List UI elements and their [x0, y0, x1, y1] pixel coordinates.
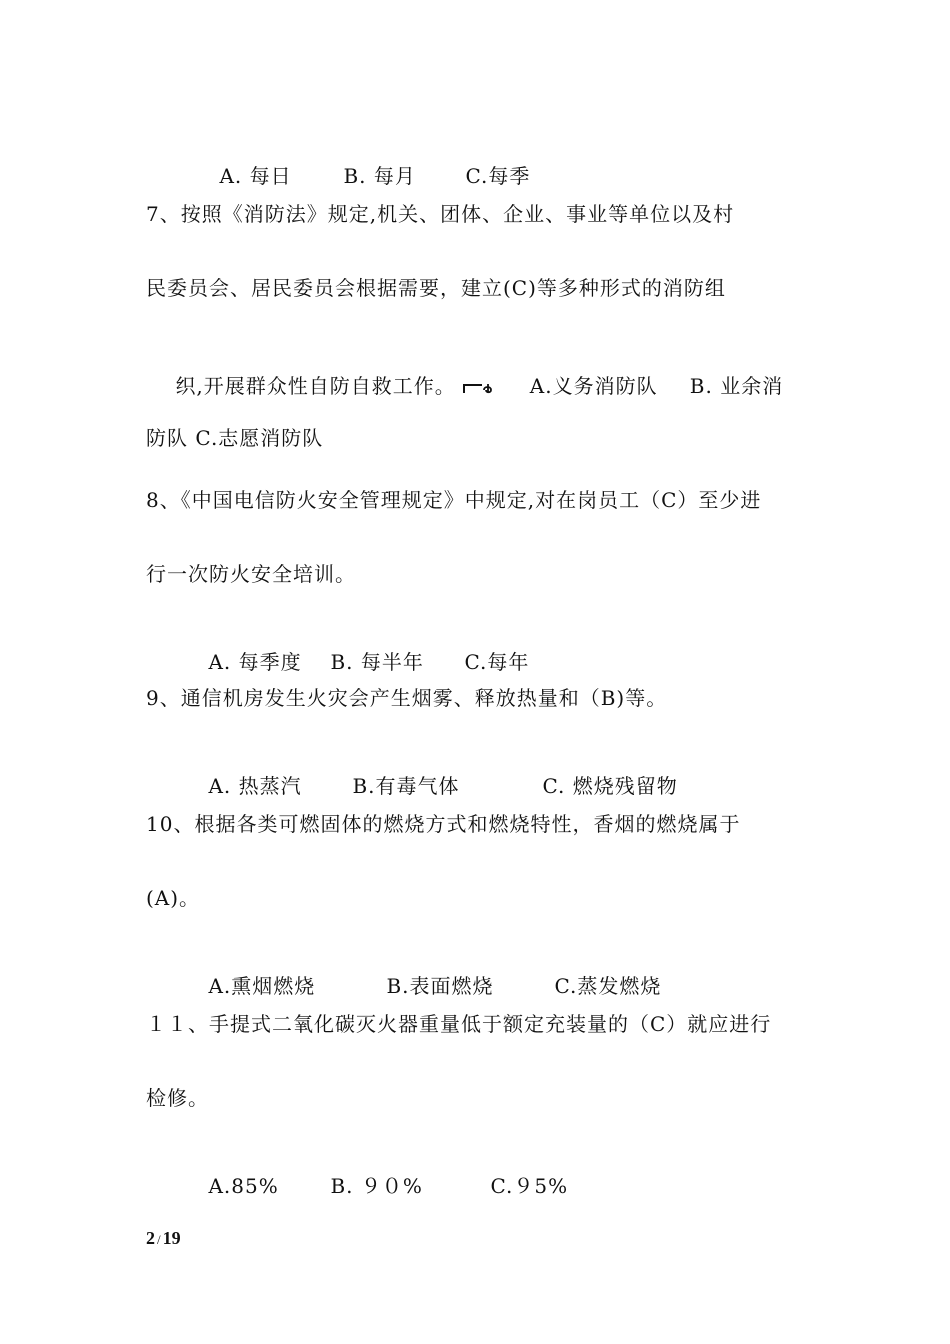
q9-line-1: 9、通信机房发生火灾会产生烟雾、释放热量和（B)等。 — [146, 686, 668, 710]
q7-line-2: 民委员会、居民委员会根据需要，建立(C)等多种形式的消防组 — [146, 276, 726, 300]
q8-line-1: 8、《中国电信防火安全管理规定》中规定,对在岗员工（C）至少进 — [146, 488, 762, 512]
q8-option-c: C.每年 — [464, 650, 530, 674]
q8-line-2: 行一次防火安全培训。 — [146, 562, 356, 586]
q8-option-a: A. 每季度 — [208, 650, 302, 674]
q10-line-2: (A)。 — [146, 886, 201, 910]
page-separator: / — [157, 1232, 161, 1247]
q7-line-3 — [146, 347, 783, 425]
page-number — [146, 1226, 181, 1252]
q11-option-a: A.85% — [208, 1174, 279, 1198]
q7-line-1: 7、按照《消防法》规定,机关、团体、企业、事业等单位以及村 — [146, 202, 735, 226]
q7-option-b: B. 业余消 — [689, 374, 784, 398]
q10-option-a: A.熏烟燃烧 — [208, 974, 316, 998]
q6-option-b: B. 每月 — [343, 164, 416, 188]
q11-option-c: C.９5% — [490, 1174, 569, 1198]
q7-option-a: A.义务消防队 — [529, 374, 658, 398]
q10-option-c: C.蒸发燃烧 — [554, 974, 662, 998]
q11-line-1: １１、手提式二氧化碳灭火器重量低于额定充装量的（C）就应进行 — [146, 1012, 772, 1036]
q10-option-b: B.表面燃烧 — [386, 974, 494, 998]
q9-option-b: B.有毒气体 — [352, 774, 460, 798]
q6-option-c: C.每季 — [465, 164, 531, 188]
q11-option-b: B. ９０% — [330, 1174, 423, 1198]
q6-option-a: A. 每日 — [219, 164, 292, 188]
page-current: 2 — [146, 1228, 155, 1248]
q7-line-4: 防队 C.志愿消防队 — [146, 426, 324, 450]
q11-line-2: 检修。 — [146, 1086, 209, 1110]
q8-option-b: B. 每半年 — [330, 650, 424, 674]
stray-mark-icon — [462, 377, 498, 397]
q11-options — [179, 1147, 568, 1225]
page-total: 19 — [162, 1228, 181, 1248]
q10-line-1: 10、根据各类可燃固体的燃烧方式和燃烧特性，香烟的燃烧属于 — [146, 812, 741, 836]
q9-option-a: A. 热蒸汽 — [208, 774, 302, 798]
q7-line-3-text: 织,开展群众性自防自救工作。 — [175, 374, 456, 398]
q9-option-c: C. 燃烧残留物 — [542, 774, 678, 798]
